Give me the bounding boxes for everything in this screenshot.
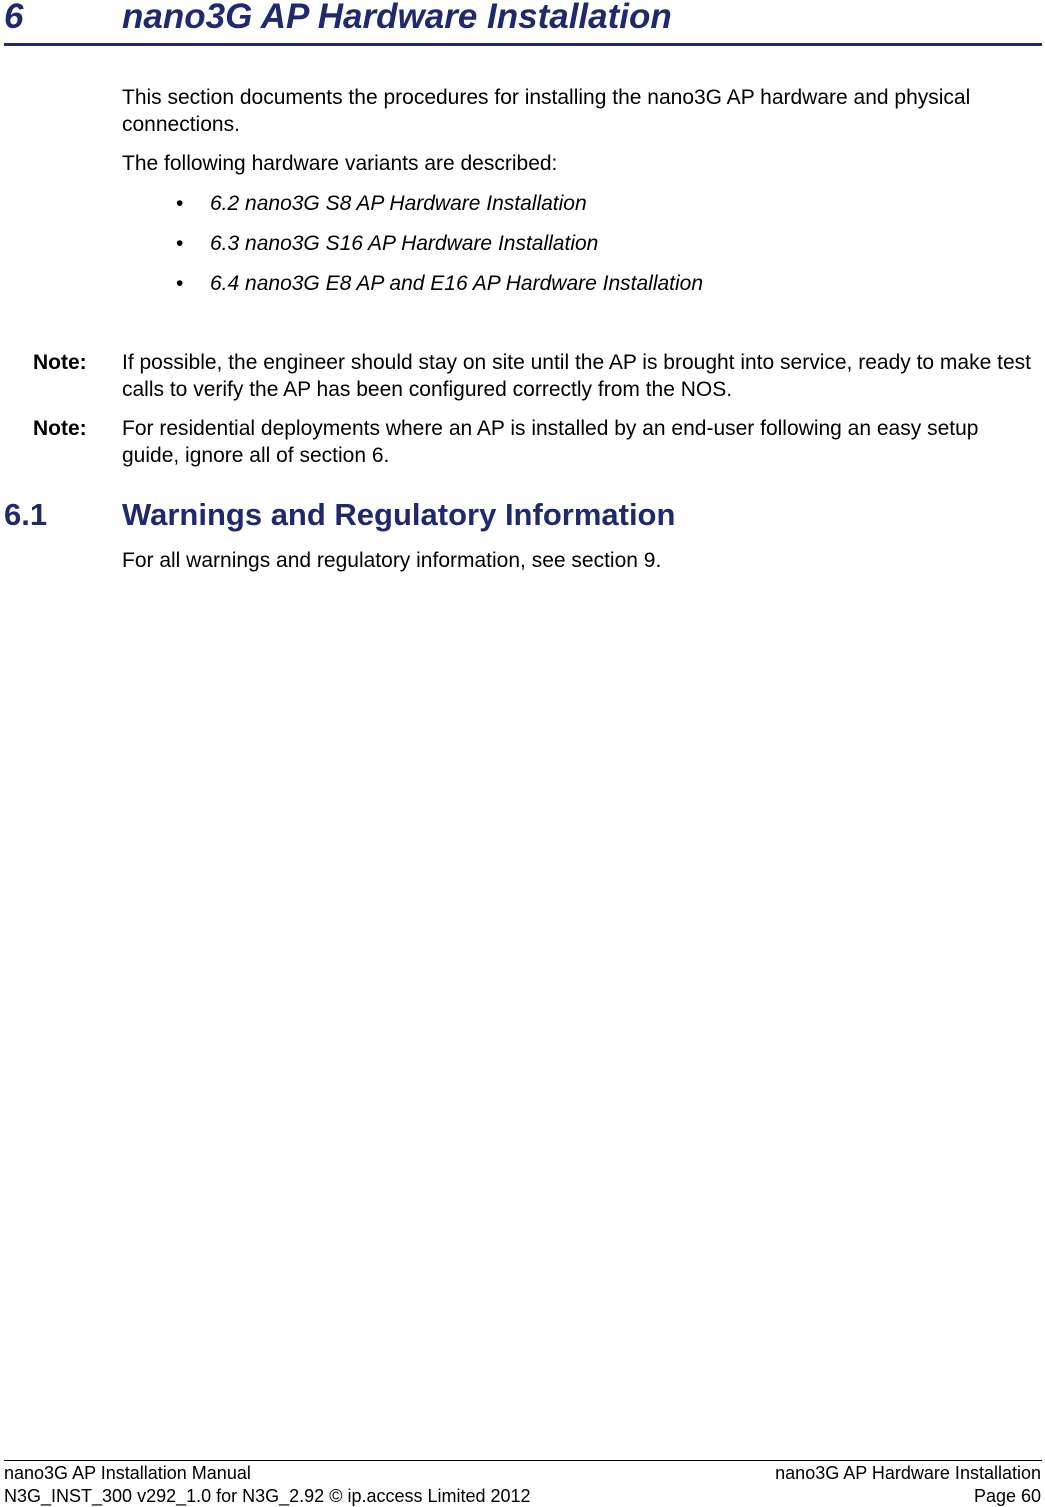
footer-rule	[4, 1460, 1042, 1461]
bullet-icon: •	[176, 232, 184, 255]
variant-link-s8[interactable]: 6.2 nano3G S8 AP Hardware Installation	[210, 192, 587, 215]
section-title: Warnings and Regulatory Information	[122, 497, 676, 532]
note-text: If possible, the engineer should stay on site until the AP is brought into service, ready to make test calls to verify the AP has been configured correctly from the NOS.	[122, 351, 1031, 401]
intro-paragraph: This section documents the procedures for installing the nano3G AP hardware and physical connections.	[122, 86, 971, 136]
note-label: Note:	[33, 351, 87, 374]
footer-chapter-name: nano3G AP Hardware Installation	[775, 1463, 1041, 1483]
chapter-heading	[4, 0, 1042, 40]
section-heading	[4, 495, 1040, 535]
chapter-number: 6	[4, 0, 24, 36]
note-text: For residential deployments where an AP is installed by an end-user following an easy setup guide, ignore all of section 6.	[122, 417, 979, 467]
footer-document-id: N3G_INST_300 v292_1.0 for N3G_2.92 © ip.access Limited 2012	[4, 1486, 531, 1506]
chapter-rule	[4, 43, 1042, 46]
variants-intro: The following hardware variants are described:	[122, 152, 558, 175]
bullet-icon: •	[176, 272, 184, 295]
variant-link-e8-e16[interactable]: 6.4 nano3G E8 AP and E16 AP Hardware Installation	[210, 272, 704, 295]
footer-page-number: Page 60	[973, 1486, 1041, 1506]
bullet-icon: •	[176, 192, 184, 215]
chapter-title: nano3G AP Hardware Installation	[122, 0, 672, 36]
section-body: For all warnings and regulatory information, see section 9.	[122, 549, 662, 572]
section-number: 6.1	[4, 497, 48, 532]
variant-link-s16[interactable]: 6.3 nano3G S16 AP Hardware Installation	[210, 232, 599, 255]
note-label: Note:	[33, 417, 87, 440]
footer-manual-title: nano3G AP Installation Manual	[4, 1463, 251, 1483]
